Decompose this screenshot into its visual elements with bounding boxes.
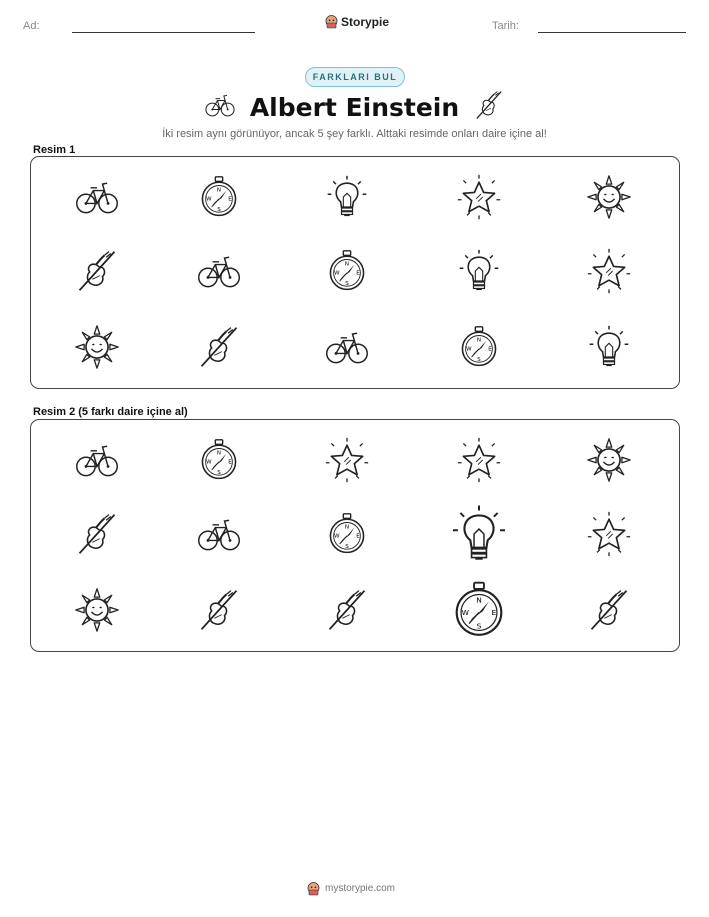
svg-text:N: N bbox=[344, 261, 350, 268]
compass-icon bbox=[196, 174, 242, 220]
date-label: Tarih: bbox=[492, 20, 519, 32]
item-violin[interactable] bbox=[586, 587, 632, 633]
item-bicycle bbox=[324, 324, 370, 370]
star-icon bbox=[586, 248, 632, 294]
compass-icon bbox=[448, 579, 510, 641]
violin-icon bbox=[324, 587, 370, 633]
violin-icon bbox=[586, 587, 632, 633]
svg-text:W: W bbox=[334, 533, 340, 540]
item-compass bbox=[196, 174, 242, 220]
item-compass[interactable] bbox=[448, 579, 510, 641]
item-star[interactable] bbox=[456, 437, 502, 483]
item-star bbox=[456, 174, 502, 220]
violin-icon bbox=[196, 324, 242, 370]
star-icon bbox=[456, 174, 502, 220]
bicycle-icon bbox=[74, 437, 120, 483]
compass-icon bbox=[324, 248, 370, 294]
bulb-icon bbox=[448, 503, 510, 565]
item-violin bbox=[74, 248, 120, 294]
brand-name: Storypie bbox=[341, 14, 390, 29]
svg-text:N: N bbox=[344, 524, 350, 531]
violin-icon bbox=[74, 511, 120, 557]
violin-icon bbox=[196, 587, 242, 633]
item-star bbox=[586, 248, 632, 294]
item-violin[interactable] bbox=[74, 511, 120, 557]
instruction-text: İki resim aynı görünüyor, ancak 5 şey farklı. Alttaki resimde onları daire içine al! bbox=[162, 128, 547, 140]
svg-text:S: S bbox=[217, 206, 221, 213]
bulb-icon bbox=[324, 174, 370, 220]
bicycle-icon bbox=[74, 174, 120, 220]
storypie-mascot-icon bbox=[307, 881, 320, 896]
svg-text:W: W bbox=[206, 459, 212, 466]
item-bicycle bbox=[196, 248, 242, 294]
bulb-icon bbox=[456, 248, 502, 294]
svg-text:N: N bbox=[476, 337, 482, 344]
sun-icon bbox=[586, 437, 632, 483]
violin-glyph bbox=[473, 89, 505, 121]
picture2-label: Resim 2 (5 farkı daire içine al) bbox=[33, 406, 188, 418]
svg-text:W: W bbox=[334, 270, 340, 277]
svg-text:S: S bbox=[217, 469, 221, 476]
bulb-icon bbox=[586, 324, 632, 370]
name-label: Ad: bbox=[23, 20, 40, 32]
star-icon bbox=[586, 511, 632, 557]
svg-text:E: E bbox=[491, 607, 497, 617]
item-star[interactable] bbox=[324, 437, 370, 483]
item-bicycle[interactable] bbox=[196, 511, 242, 557]
footer bbox=[307, 881, 395, 896]
item-compass[interactable] bbox=[324, 511, 370, 557]
svg-text:S: S bbox=[476, 621, 482, 631]
bicycle-icon bbox=[324, 324, 370, 370]
footer-url[interactable]: mystorypie.com bbox=[325, 883, 396, 894]
item-sun bbox=[74, 324, 120, 370]
svg-text:E: E bbox=[356, 533, 360, 540]
item-compass bbox=[324, 248, 370, 294]
name-field-line[interactable] bbox=[72, 32, 255, 33]
item-star[interactable] bbox=[586, 511, 632, 557]
item-sun bbox=[586, 174, 632, 220]
item-compass bbox=[456, 324, 502, 370]
item-bicycle[interactable] bbox=[74, 437, 120, 483]
svg-text:E: E bbox=[228, 196, 232, 203]
bicycle-icon bbox=[204, 89, 236, 126]
item-compass[interactable] bbox=[196, 437, 242, 483]
svg-text:N: N bbox=[476, 595, 482, 605]
item-bulb bbox=[324, 174, 370, 220]
sun-icon bbox=[586, 174, 632, 220]
title-row bbox=[0, 91, 709, 123]
sun-icon bbox=[74, 587, 120, 633]
star-icon bbox=[456, 437, 502, 483]
storypie-mascot-icon bbox=[325, 14, 338, 29]
item-violin[interactable] bbox=[324, 587, 370, 633]
bicycle-icon bbox=[196, 248, 242, 294]
svg-text:W: W bbox=[206, 196, 212, 203]
bicycle-icon bbox=[196, 511, 242, 557]
violin-icon bbox=[74, 248, 120, 294]
item-bicycle bbox=[74, 174, 120, 220]
svg-text:W: W bbox=[466, 346, 472, 353]
page-title: Albert Einstein bbox=[249, 92, 460, 122]
item-bulb[interactable] bbox=[448, 503, 510, 565]
item-bulb bbox=[456, 248, 502, 294]
svg-text:S: S bbox=[345, 543, 349, 550]
svg-text:E: E bbox=[228, 459, 232, 466]
item-violin[interactable] bbox=[196, 587, 242, 633]
brand-logo bbox=[325, 14, 389, 29]
compass-icon bbox=[324, 511, 370, 557]
svg-text:E: E bbox=[356, 270, 360, 277]
sun-icon bbox=[74, 324, 120, 370]
svg-text:S: S bbox=[477, 356, 481, 363]
item-bulb bbox=[586, 324, 632, 370]
star-icon bbox=[324, 437, 370, 483]
violin-icon bbox=[473, 89, 505, 126]
picture2-panel[interactable] bbox=[30, 419, 680, 652]
compass-icon bbox=[456, 324, 502, 370]
picture1-panel bbox=[30, 156, 680, 389]
svg-text:W: W bbox=[461, 607, 470, 617]
bicycle-glyph bbox=[204, 89, 236, 121]
activity-badge: FARKLARI BUL bbox=[305, 67, 405, 87]
svg-text:N: N bbox=[216, 450, 222, 457]
svg-text:N: N bbox=[216, 187, 222, 194]
picture1-label: Resim 1 bbox=[33, 144, 76, 156]
item-sun[interactable] bbox=[74, 587, 120, 633]
svg-text:S: S bbox=[345, 280, 349, 287]
svg-text:E: E bbox=[488, 346, 492, 353]
item-sun[interactable] bbox=[586, 437, 632, 483]
item-violin bbox=[196, 324, 242, 370]
date-field-line[interactable] bbox=[538, 32, 686, 33]
compass-icon bbox=[196, 437, 242, 483]
